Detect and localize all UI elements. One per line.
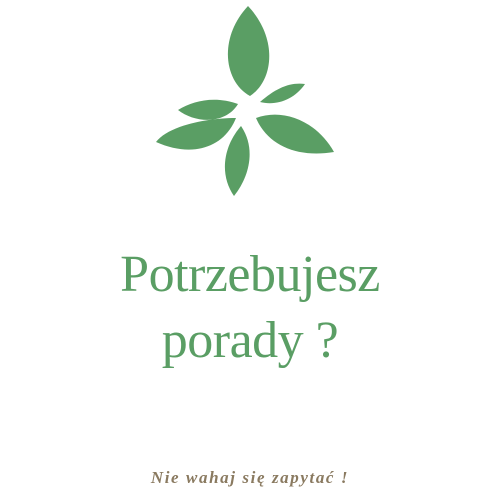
leaf-upper-left — [178, 100, 238, 120]
headline-line-2: porady ? — [161, 312, 339, 369]
headline — [0, 242, 500, 374]
leaf-upper-right — [260, 84, 305, 104]
leaf-lower-left — [156, 118, 236, 150]
headline-line-1: Potrzebujesz — [120, 246, 380, 303]
leaf-bottom — [225, 126, 250, 196]
leaf-top — [228, 6, 269, 96]
leaf-logo-icon — [140, 0, 360, 210]
leaf-icon — [156, 6, 334, 196]
leaf-lower-right — [256, 115, 334, 154]
tagline: Nie wahaj się zapytać ! — [150, 468, 350, 487]
